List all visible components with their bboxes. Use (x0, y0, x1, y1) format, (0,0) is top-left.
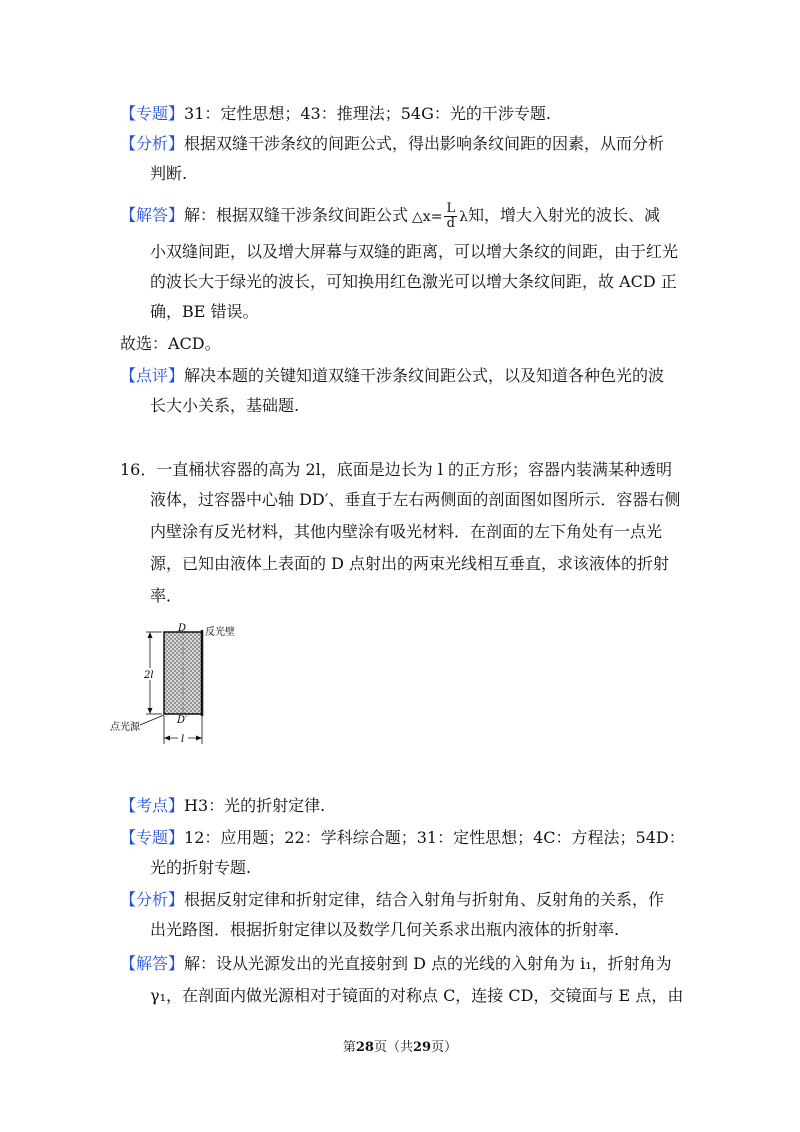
jieda-line-2: 小双缝间距，以及增大屏幕与双缝的距离，可以增大条纹的间距，由于红光 (150, 242, 679, 261)
label-l: l (181, 734, 185, 745)
kaodian-tag: 【考点】 (120, 796, 185, 815)
dianping-tag: 【点评】 (120, 366, 185, 385)
fenxi-line-1 (120, 134, 664, 154)
fenxi2-line-1 (120, 890, 664, 910)
footer-pre: 第 (342, 1040, 356, 1055)
fenxi2-text-1: 根据反射定律和折射定律，结合入射角与折射角、反射角的关系，作 (184, 890, 665, 909)
zhuanti2-tag: 【专题】 (120, 828, 185, 847)
formula (412, 201, 468, 231)
width-arrow-left (164, 736, 170, 741)
footer-total-pages: 29 (413, 1040, 432, 1055)
formula-den: d (446, 216, 455, 231)
dianping-line-1 (120, 366, 664, 386)
fenxi-line-2: 判断. (150, 164, 188, 183)
width-arrow-right (196, 736, 202, 741)
label-2l: 2l (144, 670, 154, 681)
footer-page-number: 28 (355, 1040, 374, 1055)
jieda2-tag: 【解答】 (120, 954, 185, 973)
q16-line-1: 16．一直桶状容器的高为 2l，底面是边长为 l 的正方形；容器内装满某种透明 (120, 460, 673, 479)
footer-post: 页） (431, 1040, 458, 1055)
q16-line-4: 源，已知由液体上表面的 D 点射出的两束光线相互垂直，求该液体的折射 (150, 554, 670, 573)
zhuanti2-line-2: 光的折射专题. (150, 858, 252, 877)
jieda-line-1 (120, 202, 660, 231)
jieda-tag: 【解答】 (120, 205, 185, 225)
jieda-line-3: 的波长大于绿光的波长，可知换用红色激光可以增大条纹间距，故 ACD 正 (150, 272, 677, 291)
label-Dprime: D′ (177, 715, 188, 726)
source-leader (140, 715, 164, 725)
container-figure (110, 622, 260, 748)
label-mirror: 反光壁 (205, 627, 235, 638)
jieda-pre: 解：根据双缝干涉条纹间距公式 (184, 205, 409, 225)
formula-lhs: △x= (412, 208, 443, 225)
zhuanti-line (120, 104, 551, 124)
zhuanti-tag: 【专题】 (120, 104, 185, 123)
fenxi2-tag: 【分析】 (120, 890, 185, 909)
height-arrow-top (148, 632, 153, 638)
zhuanti-text: 31：定性思想；43：推理法；54G：光的干涉专题. (184, 104, 551, 123)
answer-line: 故选：ACD。 (120, 334, 221, 353)
jieda2-line-1 (120, 954, 672, 974)
zhuanti2-line-1 (120, 828, 685, 848)
footer-mid: 页（共 (373, 1040, 413, 1055)
label-D: D (178, 623, 187, 634)
dianping-text-1: 解决本题的关键知道双缝干涉条纹间距公式，以及知道各种色光的波 (184, 366, 665, 385)
q16-line-2: 液体，过容器中心轴 DD′、垂直于左右两侧面的剖面图如图所示．容器右侧 (150, 490, 681, 509)
label-point-source: 点光源 (110, 722, 140, 733)
fenxi-tag: 【分析】 (120, 134, 185, 153)
zhuanti2-text-1: 12：应用题；22：学科综合题；31：定性思想；4C：方程法；54D： (184, 828, 685, 847)
formula-tail: λ (459, 208, 468, 225)
dianping-line-2: 长大小关系，基础题. (150, 396, 300, 415)
q16-line-3: 内壁涂有反光材料，其他内壁涂有吸光材料．在剖面的左下角处有一点光 (150, 522, 663, 541)
jieda-post: 知，增大入射光的波长、减 (467, 205, 660, 225)
jieda2-text-1: 解：设从光源发出的光直接射到 D 点的光线的入射角为 i₁，折射角为 (184, 954, 672, 973)
jieda-line-4: 确，BE 错误。 (150, 302, 259, 321)
formula-fraction (444, 202, 457, 231)
fenxi-text-1: 根据双缝干涉条纹的间距公式，得出影响条纹间距的因素，从而分析 (184, 134, 665, 153)
formula-num: L (446, 201, 456, 216)
kaodian-line (120, 796, 325, 816)
jieda2-line-2: γ₁，在剖面内做光源相对于镜面的对称点 C，连接 CD，交镜面与 E 点，由 (150, 986, 684, 1005)
fenxi2-line-2: 出光路图．根据折射定律以及数学几何关系求出瓶内液体的折射率. (150, 920, 620, 939)
kaodian-text: H3：光的折射定律. (184, 796, 326, 815)
height-arrow-bottom (148, 708, 153, 714)
page-footer (0, 1036, 800, 1055)
q16-line-5: 率． (150, 586, 183, 605)
